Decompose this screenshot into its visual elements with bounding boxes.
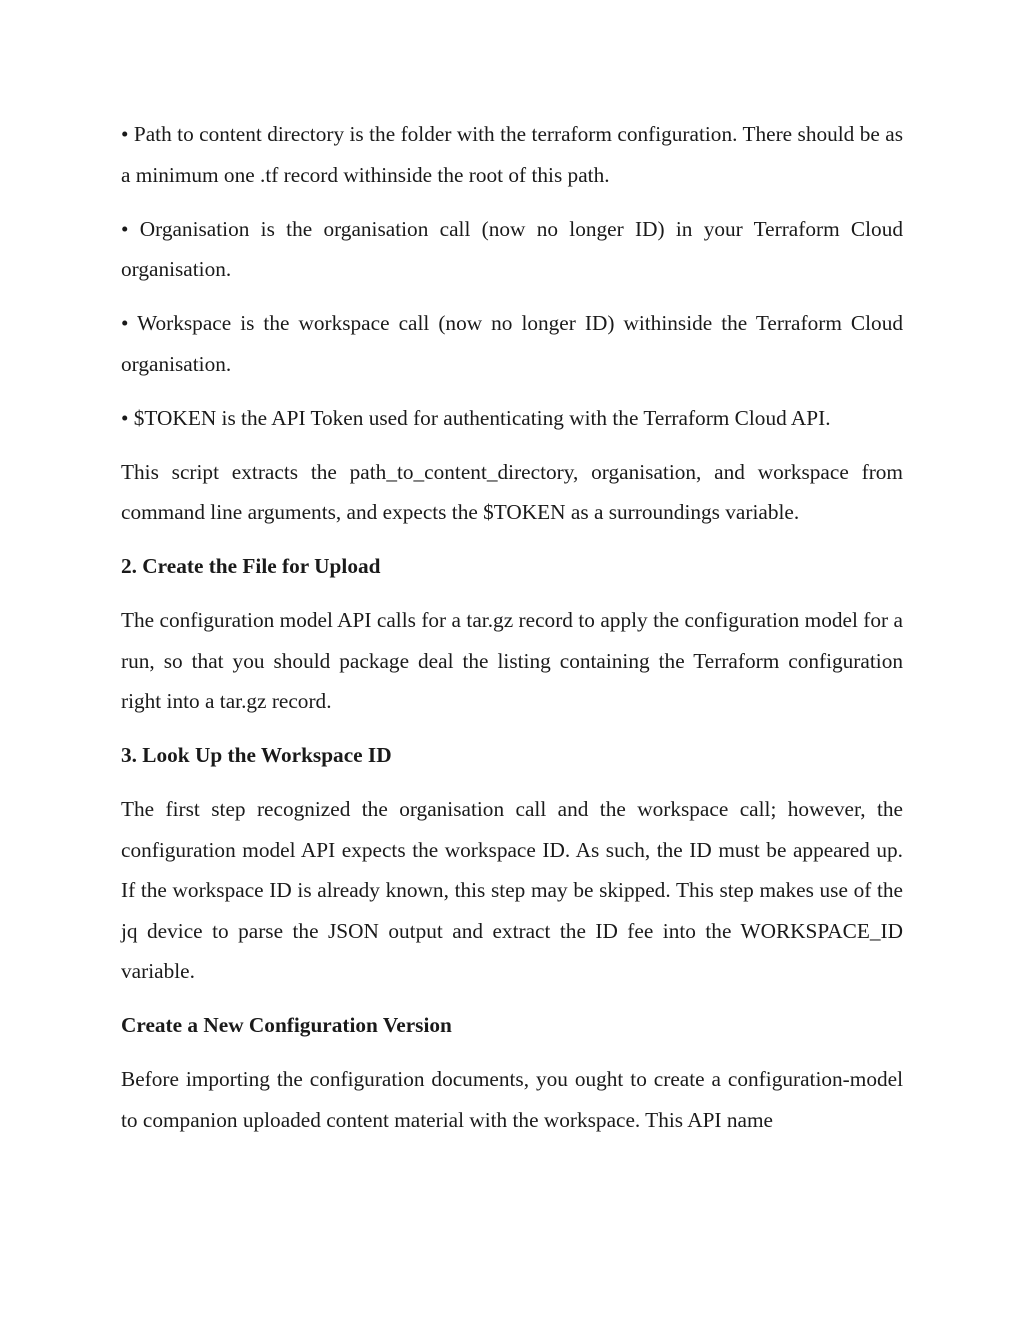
bullet-token: • $TOKEN is the API Token used for authenticating with the Terraform Cloud API. — [121, 405, 831, 430]
heading-look-up-workspace: 3. Look Up the Workspace ID — [121, 743, 392, 767]
bullet-organisation: • Organisation is the organisation call (now no longer ID) in your Terraform Cloud organisation. — [121, 216, 903, 281]
create-file-paragraph: The configuration model API calls for a tar.gz record to apply the configuration model for a run, so that you should package deal the listing containing the Terraform configuration right into a tar.gz record. — [121, 608, 903, 713]
bullet-workspace: • Workspace is the workspace call (now no longer ID) withinside the Terraform Cloud organisation. — [121, 311, 903, 376]
bullet-path-to-content: • Path to content directory is the folder with the terraform configuration. There should be as a minimum one .tf record withinside the root of this path. — [121, 122, 903, 187]
heading-create-file: 2. Create the File for Upload — [121, 554, 381, 578]
new-config-paragraph: Before importing the configuration documents, you ought to create a configuration-model to companion uploaded content material with the workspace. This API name — [121, 1067, 903, 1132]
look-up-paragraph: The first step recognized the organisation call and the workspace call; however, the configuration model API expects the workspace ID. As such, the ID must be appeared up. If the workspace ID is already known, this step may be skipped. This step makes use of the jq device to parse the JSON output and extract the ID fee into the WORKSPACE_ID variable. — [121, 797, 903, 983]
heading-new-config-version: Create a New Configuration Version — [121, 1013, 452, 1037]
document-page — [121, 114, 903, 1154]
script-description: This script extracts the path_to_content_directory, organisation, and workspace from command line arguments, and expects the $TOKEN as a surroundings variable. — [121, 459, 903, 524]
